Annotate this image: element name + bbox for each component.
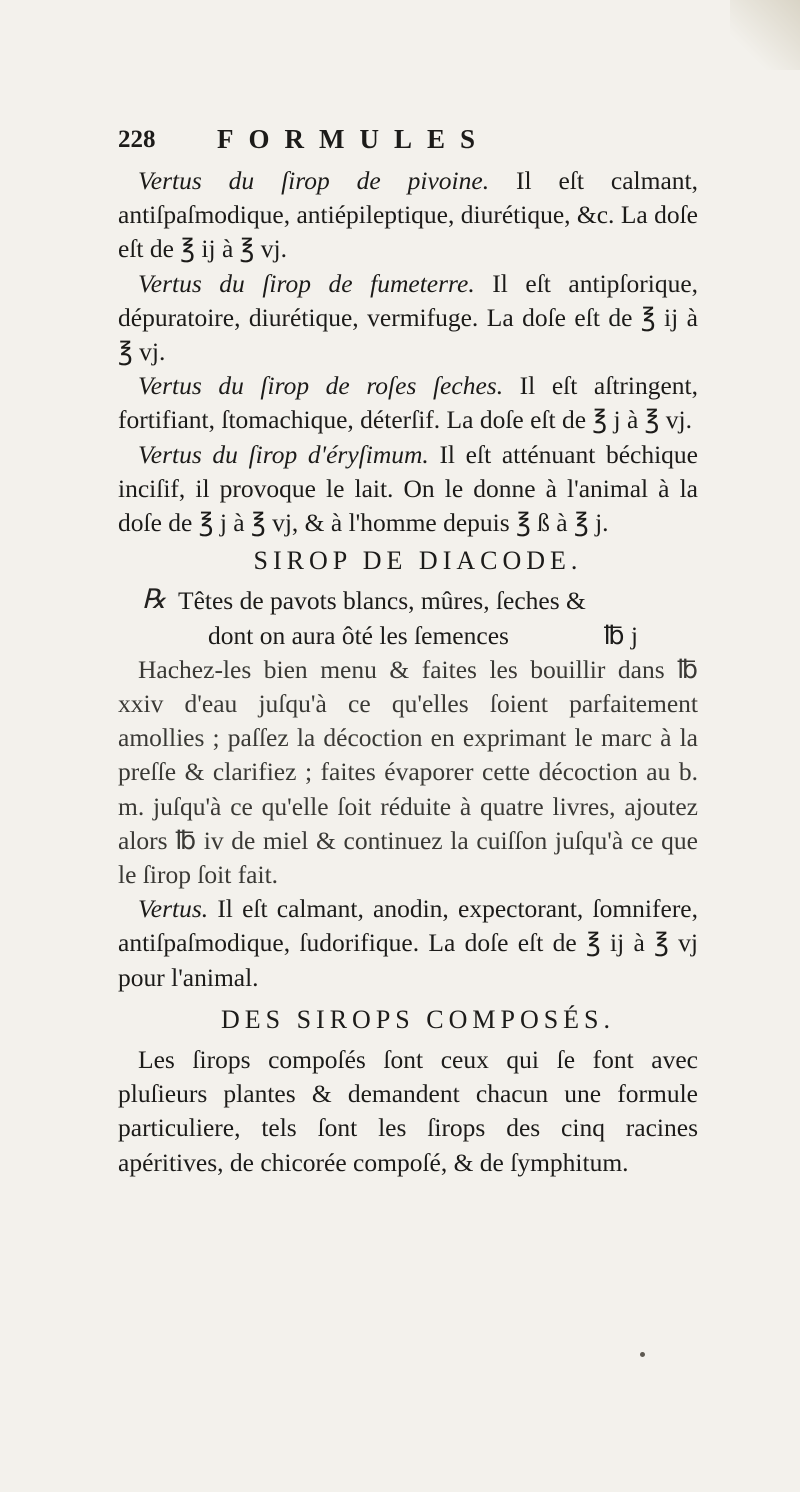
paragraph-text: Il eſt aſtringent, fortifiant, ſtomachique, déterſif. La doſe eſt de ℥ j à ℥ vj. (118, 371, 699, 435)
ingredient-line-text: dont on aura ôté les ſemences (208, 620, 509, 650)
ingredient-quantity: ℔ j (603, 620, 638, 650)
section-title-composes: DES SIROPS COMPOSÉS. (220, 1004, 616, 1034)
paragraph-text: Il eſt antipſorique, dépuratoire, diurétique, vermifuge. La doſe eſt de ℥ ij à ℥ vj. (118, 268, 699, 367)
paragraph-lead: Vertus du ſirop de roſes ſeches. (138, 371, 504, 401)
page-number: 228 (118, 126, 156, 153)
paragraph-roses (118, 369, 698, 437)
running-head (118, 124, 698, 164)
ingredient-line: Têtes de pavots blancs, mûres, ſeches & (178, 586, 586, 616)
paragraph-lead: Vertus du ſirop de fumeterre. (138, 268, 475, 298)
recipe-symbol-icon: ℞ (142, 584, 167, 615)
paragraph-erysimum (118, 438, 698, 541)
paragraph-fumeterre (118, 267, 698, 370)
paragraph-lead: Vertus du ſirop d'éryſimum. (138, 439, 429, 469)
paragraph-lead: Vertus. (138, 894, 209, 924)
paragraph-text: Il eſt calmant, anodin, expectorant, ſomnifere, antiſpaſmodique, ſudorifique. La doſe eſt de ℥ ij à ℥ vj pour l'animal. (118, 894, 698, 992)
section-title-diacode: SIROP DE DIACODE. (253, 546, 583, 576)
page-text (118, 164, 698, 1180)
ingredient-entry (118, 584, 698, 652)
page-corner-shadow (730, 0, 800, 70)
paragraph-vertus-diacode (118, 892, 698, 995)
paragraph-text: Il eſt calmant, antiſpaſmodique, antiépileptique, diurétique, &c. La doſe eſt de ℥ ij à ℥ vj. (118, 166, 698, 264)
paragraph-pivoine (118, 164, 698, 267)
paragraph-composes: Les ſirops compoſés ſont ceux qui ſe font avec pluſieurs plantes & demandent chacun une formule particuliere, tels ſont les ſirops des cinq racines apéritives, de chicorée compoſé, & de ſymphitum. (118, 1045, 698, 1177)
paragraph-preparation: Hachez-les bien menu & faites les bouillir dans ℔ xxiv d'eau juſqu'à ce qu'elles ſoient parfaitement amollies ; paſſez la décoction en exprimant le marc à la preſſe & clarifiez ; faites évaporer cette décoction au b. m. juſqu'à ce qu'elle ſoit réduite à quatre livres, ajoutez alors ℔ iv de miel & continuez la cuiſſon juſqu'à ce que le ſirop ſoit fait. (118, 654, 698, 890)
book-page (118, 124, 698, 1180)
paragraph-lead: Vertus du ſirop de pivoine. (138, 166, 490, 195)
ink-speck (640, 1352, 645, 1357)
running-title: FORMULES (217, 124, 491, 154)
ingredient-line (178, 619, 698, 653)
paragraph-text: Il eſt atténuant béchique inciſif, il provoque le lait. On le donne à l'animal à la doſe de ℥ j à ℥ vj, & à l'homme depuis ℥ ß à ℥ j. (118, 439, 698, 538)
